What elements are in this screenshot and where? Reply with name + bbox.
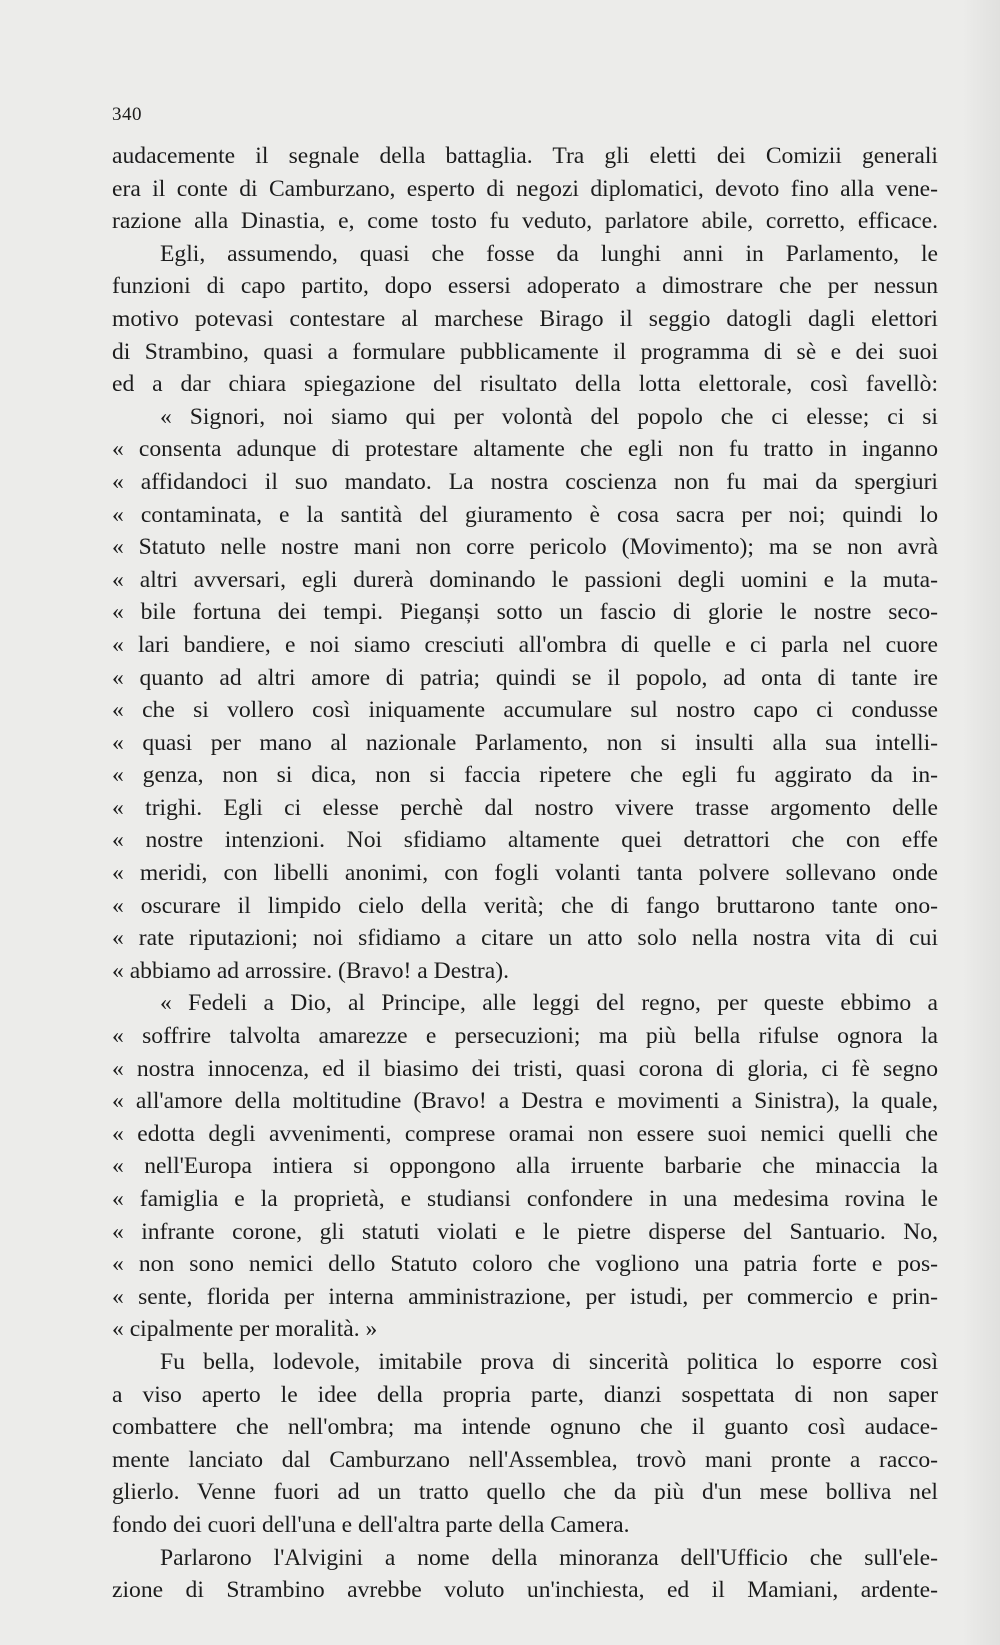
- text-line: « soffrire talvolta amarezze e persecuzioni; ma più bella rifulse ognora la: [112, 1023, 938, 1050]
- text-line: « nostra innocenza, ed il biasimo dei tristi, quasi corona di gloria, ci fè segno: [112, 1055, 938, 1082]
- text-line: « nostre intenzioni. Noi sfidiamo altamente quei detrattori che con effe: [112, 827, 938, 854]
- text-line: « nell'Europa intiera si oppongono alla irruente barbarie che minaccia la: [112, 1153, 938, 1180]
- text-line: « bile fortuna dei tempi. Pieganși sotto un fascio di glorie le nostre seco-: [112, 599, 938, 626]
- text-line: mente lanciato dal Camburzano nell'Assemblea, trovò mani pronte a racco-: [112, 1446, 938, 1473]
- text-line: « trighi. Egli ci elesse perchè dal nostro vivere trasse argomento delle: [112, 794, 938, 821]
- text-line: Parlarono l'Alvigini a nome della minoranza dell'Ufficio che sull'ele-: [160, 1544, 938, 1571]
- text-line: « quasi per mano al nazionale Parlamento, non si insulti alla sua intelli-: [112, 729, 938, 756]
- text-line: « genza, non si dica, non si faccia ripetere che egli fu aggirato da in-: [112, 762, 938, 789]
- text-line: « non sono nemici dello Statuto coloro che vogliono una patria forte e pos-: [112, 1251, 938, 1278]
- page-number: 340: [112, 104, 142, 125]
- text-line: « rate riputazioni; noi sfidiamo a citare un atto solo nella nostra vita di cui: [112, 925, 938, 952]
- text-line: « oscurare il limpido cielo della verità; che di fango bruttarono tante ono-: [112, 892, 938, 919]
- text-line: combattere che nell'ombra; ma intende ognuno che il guanto così audace-: [112, 1414, 938, 1441]
- text-line: « meridi, con libelli anonimi, con fogli volanti tanta polvere sollevano onde: [112, 860, 938, 887]
- text-line: « consenta adunque di protestare altamente che egli non fu tratto in inganno: [112, 436, 938, 463]
- text-line: Fu bella, lodevole, imitabile prova di sincerità politica lo esporre così: [160, 1348, 938, 1375]
- text-line: « all'amore della moltitudine (Bravo! a Destra e movimenti a Sinistra), la quale,: [112, 1088, 938, 1115]
- text-line: « contaminata, e la santità del giuramento è cosa sacra per noi; quindi lo: [112, 501, 938, 528]
- text-line: « che si vollero così iniquamente accumulare sul nostro capo ci condusse: [112, 697, 938, 724]
- text-line: Egli, assumendo, quasi che fosse da lunghi anni in Parlamento, le: [160, 240, 938, 267]
- text-line: ed a dar chiara spiegazione del risultato della lotta elettorale, così favellò:: [112, 371, 938, 398]
- text-line: « altri avversari, egli durerà dominando le passioni degli uomini e la muta-: [112, 566, 938, 593]
- text-line: fondo dei cuori dell'una e dell'altra parte della Camera.: [112, 1511, 630, 1538]
- text-line: « lari bandiere, e noi siamo cresciuti all'ombra di quelle e ci parla nel cuore: [112, 631, 938, 658]
- text-line: « Signori, noi siamo qui per volontà del popolo che ci elesse; ci si: [160, 403, 938, 430]
- text-line: « affidandoci il suo mandato. La nostra coscienza non fu mai da spergiuri: [112, 468, 938, 495]
- text-line: « Statuto nelle nostre mani non corre pericolo (Movimento); ma se non avrà: [112, 534, 938, 561]
- text-line: zione di Strambino avrebbe voluto un'inchiesta, ed il Mamiani, ardente-: [112, 1577, 938, 1604]
- page-edge-shadow: [962, 0, 1000, 1645]
- text-line: funzioni di capo partito, dopo essersi adoperato a dimostrare che per nessun: [112, 273, 938, 300]
- text-line: « infrante corone, gli statuti violati e le pietre disperse del Santuario. No,: [112, 1218, 938, 1245]
- text-line: audacemente il segnale della battaglia. Tra gli eletti dei Comizii generali: [112, 143, 938, 169]
- text-line: era il conte di Camburzano, esperto di negozi diplomatici, devoto fino alla vene-: [112, 175, 938, 202]
- text-line: glierlo. Venne fuori ad un tratto quello che da più d'un mese bolliva nel: [112, 1479, 938, 1506]
- text-line: « sente, florida per interna amministrazione, per istudi, per commercio e prin-: [112, 1283, 938, 1310]
- text-line: « famiglia e la proprietà, e studiansi confondere in una medesima rovina le: [112, 1186, 938, 1212]
- text-line: « edotta degli avvenimenti, comprese oramai non essere suoi nemici quelli che: [112, 1120, 938, 1147]
- text-line: « Fedeli a Dio, al Principe, alle leggi del regno, per queste ebbimo a: [160, 990, 938, 1017]
- text-line: di Strambino, quasi a formulare pubblicamente il programma di sè e dei suoi: [112, 338, 938, 365]
- text-line: motivo potevasi contestare al marchese Birago il seggio datogli dagli elettori: [112, 305, 938, 332]
- text-line: « quanto ad altri amore di patria; quindi se il popolo, ad onta di tante ire: [112, 664, 938, 691]
- text-line: razione alla Dinastia, e, come tosto fu veduto, parlatore abile, corretto, efficace.: [112, 208, 938, 235]
- text-line: « cipalmente per moralità. »: [112, 1316, 378, 1343]
- text-line: a viso aperto le idee della propria parte, dianzi sospettata di non saper: [112, 1381, 938, 1408]
- text-line: « abbiamo ad arrossire. (Bravo! a Destra).: [112, 957, 510, 984]
- page-text-body: [112, 140, 938, 1607]
